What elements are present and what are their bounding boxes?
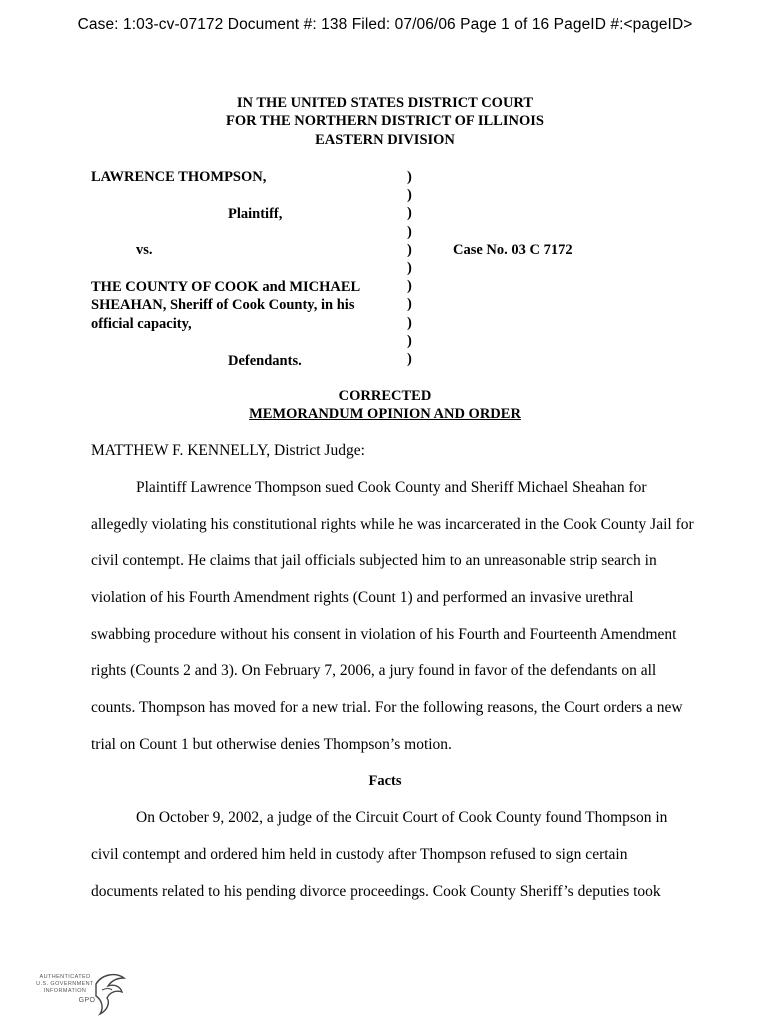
paragraph-line: civil contempt and ordered him held in custody after Thompson refused to sign certain <box>91 846 628 863</box>
plaintiff-name: LAWRENCE THOMPSON, <box>91 169 267 185</box>
gpo-authentication-logo <box>30 966 130 1018</box>
caption-paren: ) <box>407 332 412 349</box>
paragraph-line: rights (Counts 2 and 3). On February 7, 2006, a jury found in favor of the defendants on all <box>91 662 657 679</box>
caption-paren: ) <box>407 278 412 295</box>
caption-paren: ) <box>407 187 412 204</box>
defendant-line-2: SHEAHAN, Sheriff of Cook County, in his <box>91 297 355 313</box>
caption-paren-column <box>407 168 419 368</box>
caption-paren: ) <box>407 260 412 277</box>
logo-text-line-3: INFORMATION <box>43 988 87 994</box>
caption-paren: ) <box>407 296 412 313</box>
paragraph-line: swabbing procedure without his consent in violation of his Fourth and Fourteenth Amendment <box>91 626 677 643</box>
paragraph-line: trial on Count 1 but otherwise denies Thompson’s motion. <box>91 736 452 753</box>
caption-paren: ) <box>407 351 412 368</box>
court-name-line-1: IN THE UNITED STATES DISTRICT COURT <box>236 95 534 111</box>
judge-line: MATTHEW F. KENNELLY, District Judge: <box>91 442 365 459</box>
caption-paren: ) <box>407 314 412 331</box>
logo-text-line-4: GPO <box>78 997 96 1004</box>
paragraph-line: documents related to his pending divorce proceedings. Cook County Sheriff’s deputies took <box>91 883 661 900</box>
plaintiff-role: Plaintiff, <box>228 206 283 222</box>
eagle-icon <box>92 970 128 1016</box>
caption-paren: ) <box>407 241 412 258</box>
paragraph-line: On October 9, 2002, a judge of the Circuit Court of Cook County found Thompson in <box>136 809 668 826</box>
caption-paren: ) <box>407 169 412 185</box>
paragraph-line: allegedly violating his constitutional rights while he was incarcerated in the Cook County Jail for <box>91 516 694 533</box>
caption-paren: ) <box>407 205 412 222</box>
section-heading-facts: Facts <box>368 773 402 789</box>
court-division: EASTERN DIVISION <box>315 132 455 148</box>
defendant-line-1: THE COUNTY OF COOK and MICHAEL <box>91 279 361 295</box>
logo-text-line-2: U.S. GOVERNMENT <box>36 981 94 987</box>
case-number: Case No. 03 C 7172 <box>453 242 573 258</box>
filing-header: Case: 1:03-cv-07172 Document #: 138 Filed: 07/06/06 Page 1 of 16 PageID #:<pageID> <box>77 16 693 33</box>
defendant-role: Defendants. <box>228 353 302 369</box>
paragraph-line: violation of his Fourth Amendment rights (Count 1) and performed an invasive urethral <box>91 589 634 606</box>
paragraph-line: counts. Thompson has moved for a new trial. For the following reasons, the Court orders a new <box>91 699 683 716</box>
versus-label: vs. <box>136 242 153 258</box>
document-title-line-2: MEMORANDUM OPINION AND ORDER <box>249 406 521 422</box>
logo-text-line-1: AUTHENTICATED <box>39 974 91 980</box>
paragraph-line: Plaintiff Lawrence Thompson sued Cook County and Sheriff Michael Sheahan for <box>136 479 647 496</box>
document-title-line-1: CORRECTED <box>338 388 432 404</box>
court-name-line-2: FOR THE NORTHERN DISTRICT OF ILLINOIS <box>226 113 544 129</box>
document-title <box>0 405 770 424</box>
defendant-line-3: official capacity, <box>91 316 192 332</box>
paragraph-line: civil contempt. He claims that jail officials subjected him to an unreasonable strip search in <box>91 552 657 569</box>
caption-paren: ) <box>407 223 412 240</box>
